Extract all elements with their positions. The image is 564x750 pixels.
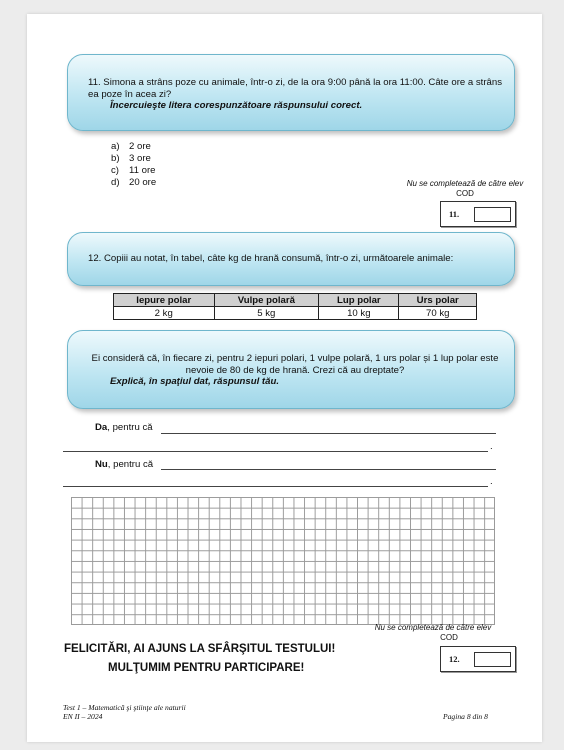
- answer-no-dot: .: [490, 476, 493, 487]
- option-c[interactable]: c) 11 ore: [111, 165, 156, 176]
- answer-yes-line-1[interactable]: [161, 433, 496, 434]
- question-11-options: [111, 141, 156, 189]
- answer-no-line-1[interactable]: [161, 469, 496, 470]
- cod-note-12: Nu se completează de către elev COD: [363, 623, 503, 643]
- cod-input-11: [474, 207, 511, 222]
- table-header-row: [114, 294, 477, 307]
- cod-box-12: [440, 646, 516, 672]
- answer-yes-line-2[interactable]: [63, 451, 488, 452]
- table-header: Iepure polar: [114, 294, 215, 307]
- question-11-box: [67, 54, 515, 131]
- question-11-instruction: Încercuieşte litera corespunzătoare răspunsului corect.: [110, 100, 363, 111]
- cod-note-11: Nu se completează de către elev COD: [395, 179, 535, 199]
- answer-yes-label: Da, pentru că: [95, 422, 153, 433]
- footer-page-number: Pagina 8 din 8: [443, 712, 488, 721]
- statement-box: [67, 330, 515, 409]
- answer-no-label: Nu, pentru că: [95, 459, 154, 470]
- option-a[interactable]: a) 2 ore: [111, 141, 151, 152]
- statement-text: Ei consideră că, în fiecare zi, pentru 2 iepuri polari, 1 vulpe polară, 1 urs polar și 1 lup polar este nevoie de 80 de kg de hrană. Crezi că au dreptate?: [91, 353, 499, 376]
- table-header: Urs polar: [399, 294, 477, 307]
- cod-box-11: [440, 201, 516, 227]
- table-header: Vulpe polară: [214, 294, 319, 307]
- footer-test: Test 1 – Matematică şi ştiinţe ale naturii EN II – 2024: [63, 703, 186, 721]
- table-cell: 2 kg: [114, 307, 215, 320]
- cod-number-11: 11.: [449, 209, 460, 219]
- cod-input-12: [474, 652, 511, 667]
- question-11-text: 11. Simona a strâns poze cu animale, într-o zi, de la ora 9:00 până la ora 11:00. Câte ore a strâns ea poze în acea zi?: [88, 77, 503, 100]
- food-table: [113, 293, 477, 320]
- question-12-box: [67, 232, 515, 286]
- option-d[interactable]: d) 20 ore: [111, 177, 157, 188]
- exam-page: [27, 14, 542, 742]
- table-header: Lup polar: [319, 294, 399, 307]
- cod-label-11: COD: [456, 189, 474, 198]
- cod-label-12: COD: [440, 633, 458, 642]
- question-12-text: 12. Copiii au notat, în tabel, câte kg de hrană consumă, într-o zi, următoarele animale:: [88, 253, 454, 264]
- table-cell: 70 kg: [399, 307, 477, 320]
- congrats-text: FELICITĂRI, AI AJUNS LA SFÂRŞITUL TESTULUI!: [64, 643, 336, 655]
- table-cell: 10 kg: [319, 307, 399, 320]
- work-grid[interactable]: [71, 497, 495, 625]
- thanks-text: MULŢUMIM PENTRU PARTICIPARE!: [108, 662, 305, 674]
- cod-number-12: 12.: [449, 654, 460, 664]
- answer-yes-dot: .: [490, 441, 493, 452]
- answer-no-line-2[interactable]: [63, 486, 488, 487]
- statement-instruction: Explică, în spaţiul dat, răspunsul tău.: [110, 376, 279, 387]
- table-cell: 5 kg: [214, 307, 319, 320]
- option-b[interactable]: b) 3 ore: [111, 153, 151, 164]
- table-row: [114, 307, 477, 320]
